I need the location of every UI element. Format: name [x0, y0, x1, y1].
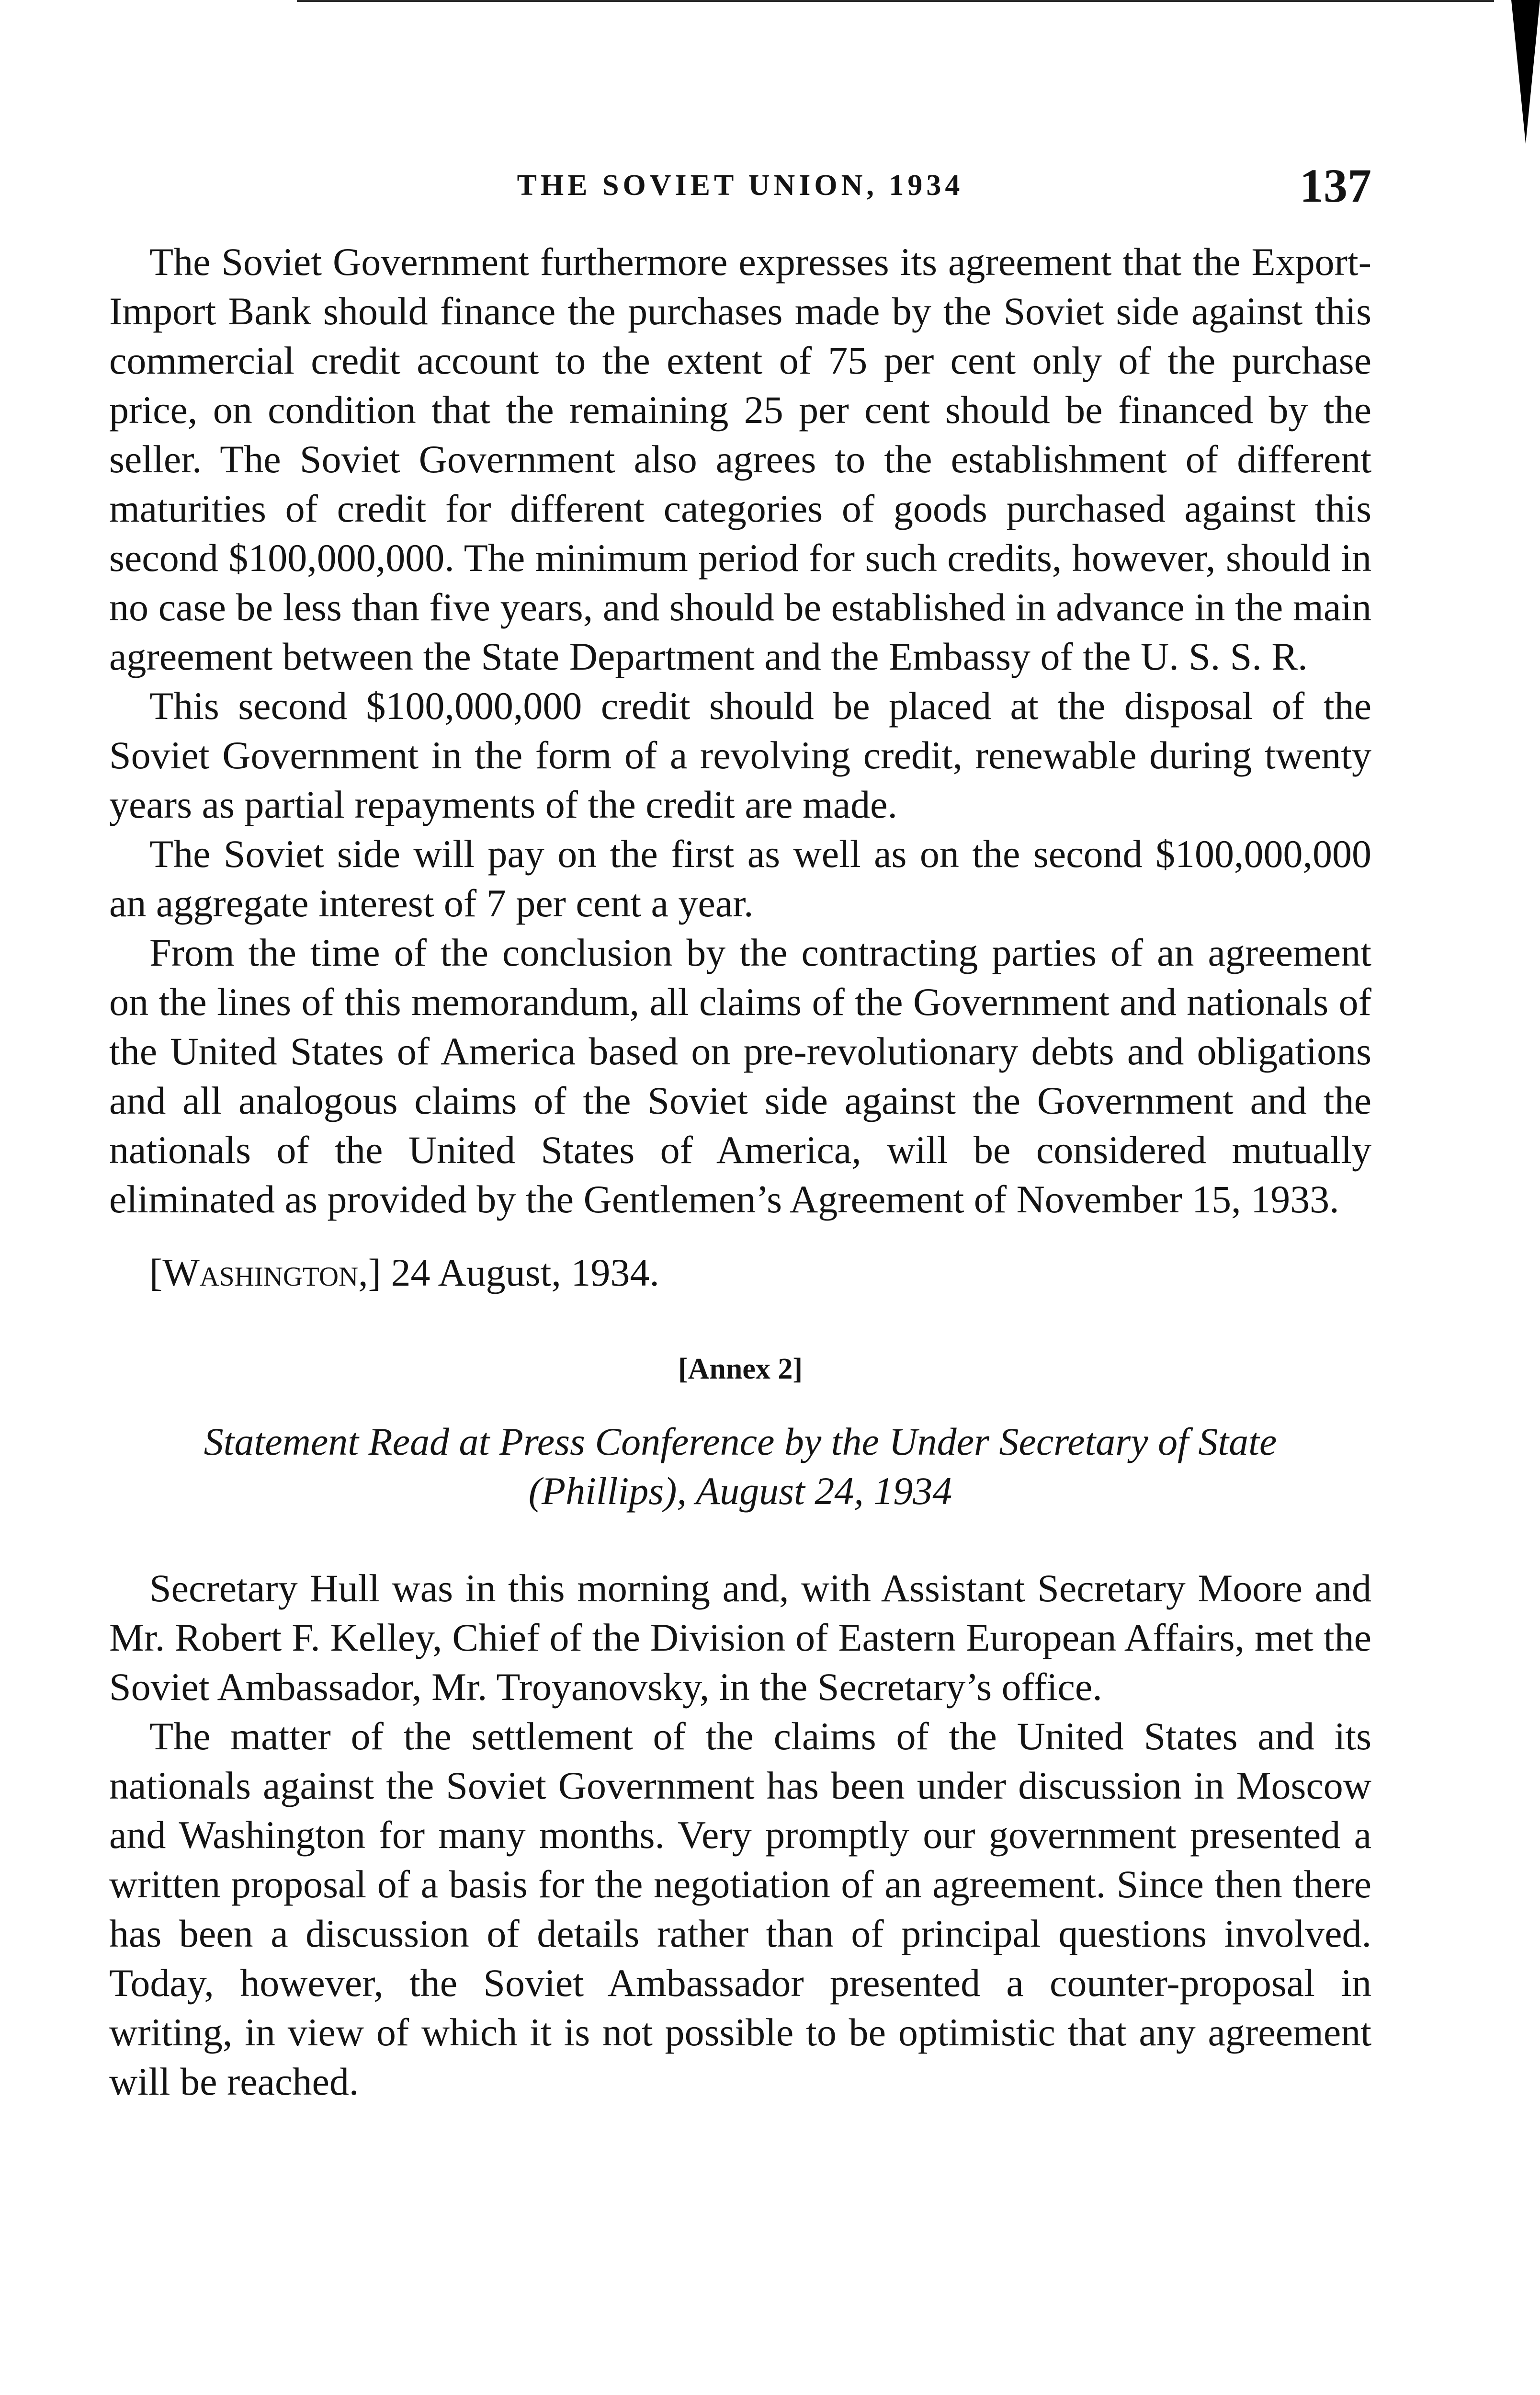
paragraph-export-import-bank: The Soviet Government furthermore expresses its agreement that the Export-Import Bank should finance the purchases made by the Soviet side against this commercial credit account to the extent of 75 per cent only of the purchase price, on condition that the remaining 25 per cent should be financed by the seller. The Soviet Government also agrees to the establishment of different maturities of credit for different categories of goods purchased against this second $100,000,000. The minimum period for such credits, however, should in no case be less than five years, and should be established in advance in the main agreement between the State Department and the Embassy of the U. S. S. R.: [109, 240, 1371, 678]
statement-heading-line-2: (Phillips), August 24, 1934: [528, 1469, 952, 1513]
dateline-close-bracket: ]: [368, 1251, 381, 1294]
dateline-date: 24 August, 1934.: [381, 1251, 659, 1294]
scan-corner-mark: [1511, 0, 1540, 144]
dateline-place: Washington,: [162, 1251, 368, 1294]
dateline: [109, 1248, 1371, 1297]
paragraph-interest: The Soviet side will pay on the first as well as on the second $100,000,000 an aggregate interest of 7 per cent a year.: [109, 832, 1371, 925]
annex-label: [Annex 2]: [678, 1353, 803, 1385]
paragraph-secretary-hull: Secretary Hull was in this morning and, with Assistant Secretary Moore and Mr. Robert F. Kelley, Chief of the Division of Eastern European Affairs, met the Soviet Ambassador, Mr. Troyanovsky, in the Secretary’s office.: [109, 1566, 1371, 1709]
statement-heading: [109, 1417, 1371, 1516]
paragraph-claims-eliminated: From the time of the conclusion by the contracting parties of an agreement on the lines of this memorandum, all claims of the Government and nationals of the United States of America based on pre-revolutionary debts and obligations and all analogous claims of the Soviet side against the Government and the nationals of the United States of America, will be considered mutually eliminated as provided by the Gentlemen’s Agreement of November 15, 1933.: [109, 931, 1371, 1221]
top-page-edge-rule: [297, 0, 1494, 2]
document-body: [109, 237, 1371, 2106]
running-head: [109, 158, 1371, 211]
dateline-open-bracket: [: [149, 1251, 163, 1294]
paragraph-claims-settlement: The matter of the settlement of the claims of the United States and its nationals against the Soviet Government has been under discussion in Moscow and Washington for many months. Very promptly our government presented a written proposal of a basis for the negotiation of an agreement. Since then there has been a discussion of details rather than of principal questions involved. Today, however, the Soviet Ambassador presented a counter-proposal in writing, in view of which it is not possible to be optimistic that any agreement will be reached.: [109, 1714, 1371, 2103]
section-spacer: [109, 1516, 1371, 1563]
page-number: 137: [1300, 159, 1371, 212]
paragraph-revolving-credit: This second $100,000,000 credit should be placed at the disposal of the Soviet Government in the form of a revolving credit, renewable during twenty years as partial repayments of the credit are made.: [109, 684, 1371, 826]
running-head-title: THE SOVIET UNION, 1934: [517, 169, 964, 202]
statement-heading-line-1: Statement Read at Press Conference by the Under Secretary of State: [204, 1420, 1277, 1463]
